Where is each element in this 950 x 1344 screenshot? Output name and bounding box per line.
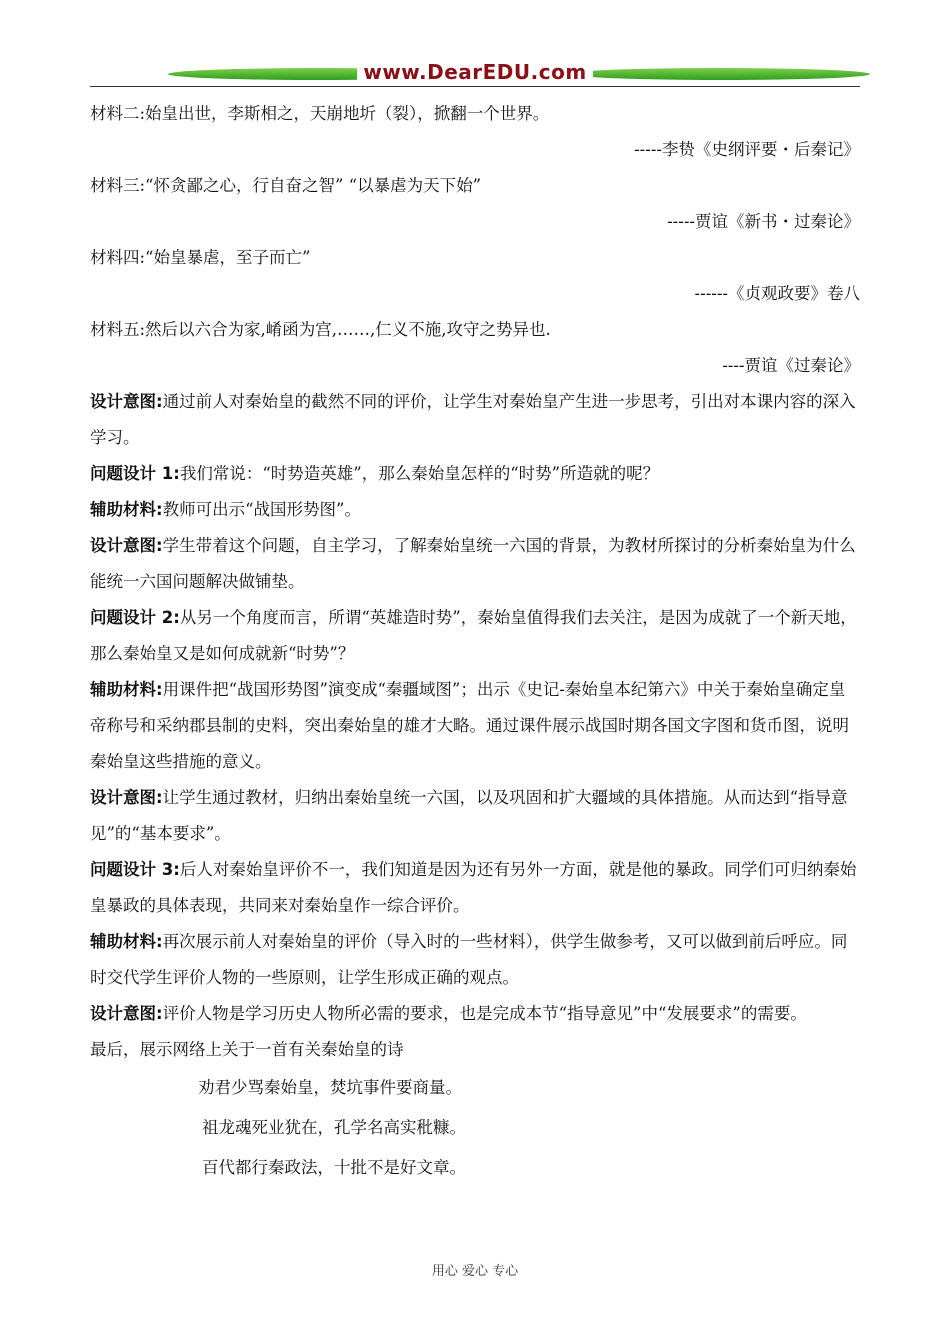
label: 辅助材料: xyxy=(90,680,163,699)
label: 设计意图: xyxy=(90,392,163,411)
material-2: 材料二:始皇出世，李斯相之，天崩地圻（裂），掀翻一个世界。 xyxy=(90,104,550,123)
question-design-2 xyxy=(90,600,860,672)
label: 问题设计 3: xyxy=(90,860,180,879)
text: 我们常说：“时势造英雄”，那么秦始皇怎样的“时势”所造就的呢？ xyxy=(179,464,660,483)
document-body xyxy=(90,96,860,1188)
material-4-source: ------《贞观政要》卷八 xyxy=(694,284,860,303)
poem-line: 百代都行秦政法，十批不是好文章。 xyxy=(202,1158,466,1177)
label: 辅助材料: xyxy=(90,500,163,519)
text: 再次展示前人对秦始皇的评价（导入时的一些材料），供学生做参考，又可以做到前后呼应。同时交代学生评价人物的一些原则，让学生形成正确的观点。 xyxy=(90,932,848,987)
material-4: 材料四:“始皇暴虐，至子而亡” xyxy=(90,248,311,267)
aux-material-3 xyxy=(90,924,860,996)
aux-material-1 xyxy=(90,492,860,528)
page-header xyxy=(90,58,860,92)
material-3: 材料三:“怀贪鄙之心，行自奋之智” “以暴虐为天下始” xyxy=(90,176,482,195)
header-rule xyxy=(90,86,860,87)
material-5: 材料五:然后以六合为家,崤函为宫,……,仁义不施,攻守之势异也. xyxy=(90,320,551,339)
design-intent-3 xyxy=(90,780,860,852)
text: 通过前人对秦始皇的截然不同的评价，让学生对秦始皇产生进一步思考，引出对本课内容的深入学习。 xyxy=(90,392,856,447)
poem-line: 劝君少骂秦始皇，焚坑事件要商量。 xyxy=(198,1078,462,1097)
label: 设计意图: xyxy=(90,536,163,555)
poem xyxy=(90,1068,860,1188)
poem-line: 祖龙魂死业犹在，孔学名高实秕糠。 xyxy=(202,1118,466,1137)
text: 让学生通过教材，归纳出秦始皇统一六国，以及巩固和扩大疆域的具体措施。从而达到“指导意见”的“基本要求”。 xyxy=(90,788,848,843)
final-line: 最后，展示网络上关于一首有关秦始皇的诗 xyxy=(90,1040,404,1059)
text: 后人对秦始皇评价不一，我们知道是因为还有另外一方面，就是他的暴政。同学们可归纳秦始皇暴政的具体表现，共同来对秦始皇作一综合评价。 xyxy=(90,860,857,915)
label: 设计意图: xyxy=(90,788,163,807)
question-design-3 xyxy=(90,852,860,924)
text: 从另一个角度而言，所谓“英雄造时势”，秦始皇值得我们去关注，是因为成就了一个新天地，那么秦始皇又是如何成就新“时势”？ xyxy=(90,608,857,663)
label: 问题设计 2: xyxy=(90,608,180,627)
label: 问题设计 1: xyxy=(90,464,180,483)
text: 评价人物是学习历史人物所必需的要求，也是完成本节“指导意见”中“发展要求”的需要。 xyxy=(162,1004,807,1023)
text: 教师可出示“战国形势图”。 xyxy=(162,500,361,519)
text: 用课件把“战国形势图”演变成“秦疆域图”；出示《史记-秦始皇本纪第六》中关于秦始皇确定皇帝称号和采纳郡县制的史料，突出秦始皇的雄才大略。通过课件展示战国时期各国文字图和货币图，说明秦始皇这些措施的意义。 xyxy=(90,680,849,771)
label: 辅助材料: xyxy=(90,932,163,951)
aux-material-2 xyxy=(90,672,860,780)
material-5-source: ----贾谊《过秦论》 xyxy=(722,356,860,375)
material-3-source: -----贾谊《新书・过秦论》 xyxy=(667,212,860,231)
design-intent-1 xyxy=(90,384,860,456)
design-intent-2 xyxy=(90,528,860,600)
label: 设计意图: xyxy=(90,1004,163,1023)
material-2-source: -----李贽《史纲评要・后秦记》 xyxy=(634,140,860,159)
page-footer: 用心 爱心 专心 xyxy=(431,1264,519,1279)
site-logo: www.DearEDU.com xyxy=(90,60,860,84)
question-design-1 xyxy=(90,456,860,492)
text: 学生带着这个问题，自主学习，了解秦始皇统一六国的背景，为教材所探讨的分析秦始皇为什么能统一六国问题解决做铺垫。 xyxy=(90,536,856,591)
design-intent-4 xyxy=(90,996,860,1032)
